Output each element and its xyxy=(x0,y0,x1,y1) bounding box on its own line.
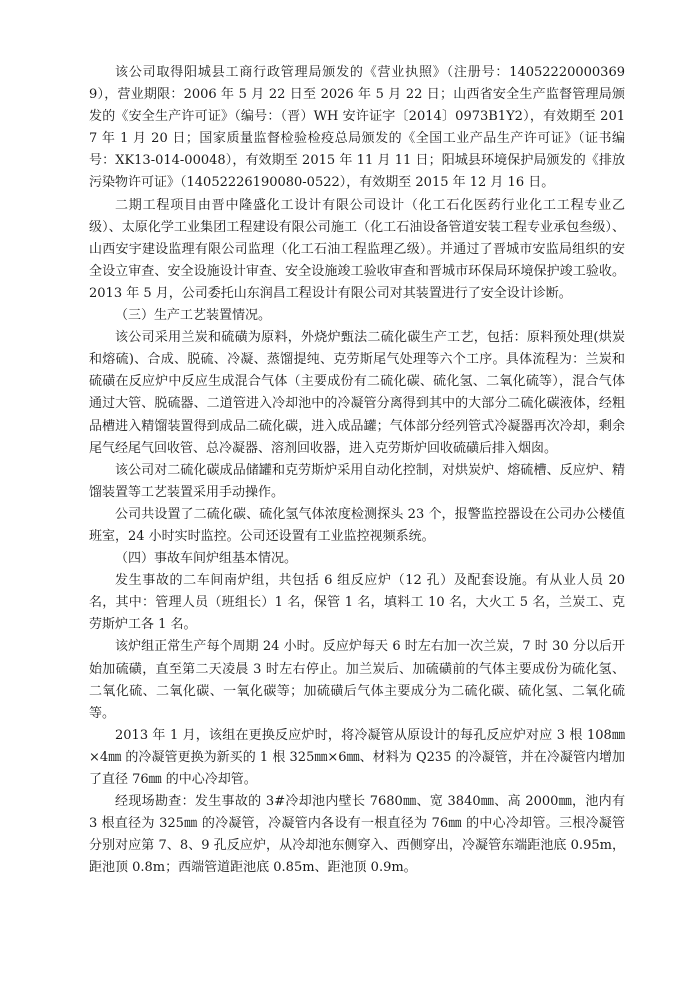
document-body xyxy=(89,62,625,879)
paragraph-licenses: 该公司取得阳城县工商行政管理局颁发的《营业执照》（注册号：140522200003699），营业期限：2006 年 5 月 22 日至 2026 年 5 月 22 日；山西省安全生产监督管理局颁发的《安全生产许可证》（编号：（晋）WH 安许证字〔2014〕0973B1Y2），有效期至 2017 年 1 月 20 日；国家质量监督检验检疫总局颁发的《全国工业产品生产许可证》（证书编号：XK13-014-00048），有效期至 2015 年 11 月 11 日；阳城县环境保护局颁发的《排放污染物许可证》（14052226190080-0522），有效期至 2015 年 12 月 16 日。 xyxy=(89,65,625,191)
section-heading-process: （三）生产工艺装置情况。 xyxy=(115,308,272,324)
paragraph-production-cycle: 该炉组正常生产每个周期 24 小时。反应炉每天 6 时左右加一次兰炭，7 时 30 分以后开始加硫磺，直至第二天凌晨 3 时左右停止。加兰炭后、加硫磺前的气体主要成份为硫化氢、二氧化硫、二氧化碳、一氧化碳等；加硫磺后气体主要成分为二硫化碳、硫化氢、二氧化硫等。 xyxy=(89,639,625,721)
section-heading-furnace-group: （四）事故车间炉组基本情况。 xyxy=(115,551,298,567)
paragraph-site-survey: 经现场勘查：发生事故的 3#冷却池内壁长 7680㎜、宽 3840㎜、高 2000㎜，池内有 3 根直径为 325㎜ 的冷凝管，冷凝管内各设有一根直径为 76㎜ 的中心冷却管。三根冷凝管分别对应第 7、8、9 孔反应炉，从冷却池东侧穿入、西侧穿出，冷凝管东端距池底 0.95m，距池顶 0.8m；西端管道距池底 0.85m、距池顶 0.9m。 xyxy=(89,794,625,876)
paragraph-gas-detection: 公司共设置了二硫化碳、硫化氢气体浓度检测探头 23 个，报警监控器设在公司办公楼值班室，24 小时实时监控。公司还设置有工业监控视频系统。 xyxy=(89,506,625,544)
paragraph-phase-two-project: 二期工程项目由晋中隆盛化工设计有限公司设计（化工石化医药行业化工工程专业乙级）、太原化学工业集团工程建设有限公司施工（化工石油设备管道安装工程专业承包叁级）、山西安宇建设监理有限公司监理（化工石油工程监理乙级）。并通过了晋城市安监局组织的安全设立审查、安全设施设计审查、安全设施竣工验收审查和晋城市环保局环境保护竣工验收。2013 年 5 月，公司委托山东润昌工程设计有限公司对其装置进行了安全设计诊断。 xyxy=(89,197,625,301)
paragraph-process-flow: 该公司采用兰炭和硫磺为原料，外烧炉甄法二硫化碳生产工艺，包括：原料预处理(烘炭和熔硫)、合成、脱硫、冷凝、蒸馏提纯、克劳斯尾气处理等六个工序。具体流程为：兰炭和硫磺在反应炉中反应生成混合气体（主要成份有二硫化碳、硫化氢、二氧化硫等），混合气体通过大管、脱硫器、二道管进入冷却池中的冷凝管分离得到其中的大部分二硫化碳液体，经粗品槽进入精馏装置得到成品二硫化碳，进入成品罐；气体部分经列管式冷凝器再次冷却，剩余尾气经尾气回收管、总冷凝器、溶剂回收器，进入克劳斯炉回收硫磺后排入烟囱。 xyxy=(89,330,625,456)
paragraph-control-mode: 该公司对二硫化碳成品储罐和克劳斯炉采用自动化控制，对烘炭炉、熔硫槽、反应炉、精馏装置等工艺装置采用手动操作。 xyxy=(89,462,625,500)
paragraph-condenser-replacement: 2013 年 1 月，该组在更换反应炉时，将冷凝管从原设计的每孔反应炉对应 3 根 108㎜×4㎜ 的冷凝管更换为新买的 1 根 325㎜×6㎜、材料为 Q235 的冷凝管，并在冷凝管内增加了直径 76㎜ 的中心冷却管。 xyxy=(89,727,625,787)
paragraph-furnace-group-staff: 发生事故的二车间南炉组，共包括 6 组反应炉（12 孔）及配套设施。有从业人员 20 名，其中：管理人员（班组长）1 名，保管 1 名，填料工 10 名，大火工 5 名，兰炭工、克劳斯炉工各 1 名。 xyxy=(89,573,625,633)
